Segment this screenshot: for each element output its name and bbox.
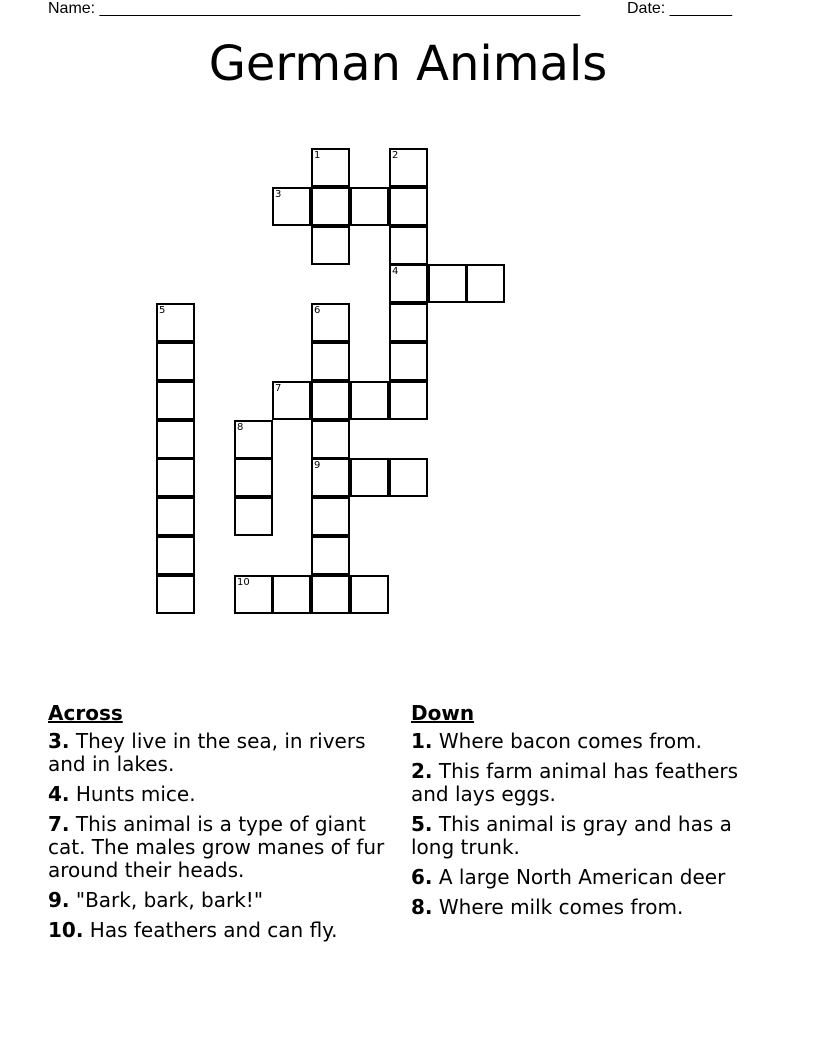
clue-number: 4. [48,782,70,806]
grid-cell[interactable] [234,420,273,459]
name-field: Name: ______________________________________________________ [48,0,581,17]
cell-number: 3 [275,189,282,200]
clue-text: Hunts mice. [75,782,196,806]
down-clues [411,702,741,926]
grid-cell[interactable] [311,148,350,187]
cell-number: 8 [237,422,244,433]
clue-text: This farm animal has feathers and lays eggs. [411,759,739,806]
clue-number: 3. [48,729,70,753]
clue-text: This animal is gray and has a long trunk. [411,812,732,859]
grid-cell[interactable] [389,342,428,381]
grid-cell[interactable] [156,342,195,381]
grid-cell[interactable] [156,420,195,459]
clue-text: Where bacon comes from. [438,729,702,753]
clue-number: 7. [48,812,70,836]
page-title: German Animals [208,36,608,92]
clue-down-2 [411,760,741,806]
clue-text: A large North American deer [438,865,726,889]
grid-cell[interactable] [389,264,428,303]
grid-cell[interactable] [350,458,389,497]
clue-across-3 [48,730,408,776]
grid-cell[interactable] [311,303,350,342]
grid-cell[interactable] [350,575,389,614]
clue-number: 9. [48,888,70,912]
grid-cell[interactable] [234,575,273,614]
clue-across-4 [48,783,408,806]
grid-cell[interactable] [156,458,195,497]
clue-down-1 [411,730,741,753]
grid-cell[interactable] [389,381,428,420]
grid-cell[interactable] [311,187,350,226]
clue-down-8 [411,896,741,919]
clue-number: 8. [411,895,433,919]
grid-cell[interactable] [234,458,273,497]
grid-cell[interactable] [350,187,389,226]
grid-cell[interactable] [311,536,350,575]
grid-cell[interactable] [311,420,350,459]
grid-cell[interactable] [311,226,350,265]
grid-cell[interactable] [156,497,195,536]
clue-across-10 [48,919,408,942]
clue-across-9 [48,889,408,912]
clue-text: "Bark, bark, bark!" [75,888,264,912]
clue-across-7 [48,813,408,882]
grid-cell[interactable] [389,226,428,265]
grid-cell[interactable] [311,575,350,614]
grid-cell[interactable] [156,575,195,614]
clue-text: Has feathers and can fly. [89,918,338,942]
cell-number: 7 [275,383,282,394]
clue-text: Where milk comes from. [438,895,684,919]
across-clues [48,702,408,949]
grid-cell[interactable] [311,458,350,497]
clue-down-6 [411,866,741,889]
clue-number: 6. [411,865,433,889]
grid-cell[interactable] [389,148,428,187]
date-field: Date: _______ [627,0,732,17]
grid-cell[interactable] [272,187,311,226]
cell-number: 9 [314,460,321,471]
grid-cell[interactable] [389,187,428,226]
cell-number: 10 [237,577,250,588]
cell-number: 2 [392,150,399,161]
grid-cell[interactable] [389,458,428,497]
cell-number: 6 [314,305,321,316]
down-heading: Down [411,701,475,725]
clue-down-5 [411,813,741,859]
grid-cell[interactable] [156,381,195,420]
cell-number: 1 [314,150,321,161]
grid-cell[interactable] [428,264,467,303]
grid-cell[interactable] [350,381,389,420]
grid-cell[interactable] [234,497,273,536]
grid-cell[interactable] [311,342,350,381]
grid-cell[interactable] [156,536,195,575]
clue-text: They live in the sea, in rivers and in lakes. [48,729,366,776]
cell-number: 4 [392,266,399,277]
grid-cell[interactable] [272,575,311,614]
grid-cell[interactable] [311,381,350,420]
clue-number: 5. [411,812,433,836]
clue-text: This animal is a type of giant cat. The males grow manes of fur around their heads. [48,812,385,882]
clue-number: 2. [411,759,433,783]
grid-cell[interactable] [311,497,350,536]
grid-cell[interactable] [156,303,195,342]
grid-cell[interactable] [272,381,311,420]
clue-number: 10. [48,918,84,942]
cell-number: 5 [159,305,166,316]
grid-cell[interactable] [389,303,428,342]
across-heading: Across [48,701,123,725]
grid-cell[interactable] [466,264,505,303]
clue-number: 1. [411,729,433,753]
